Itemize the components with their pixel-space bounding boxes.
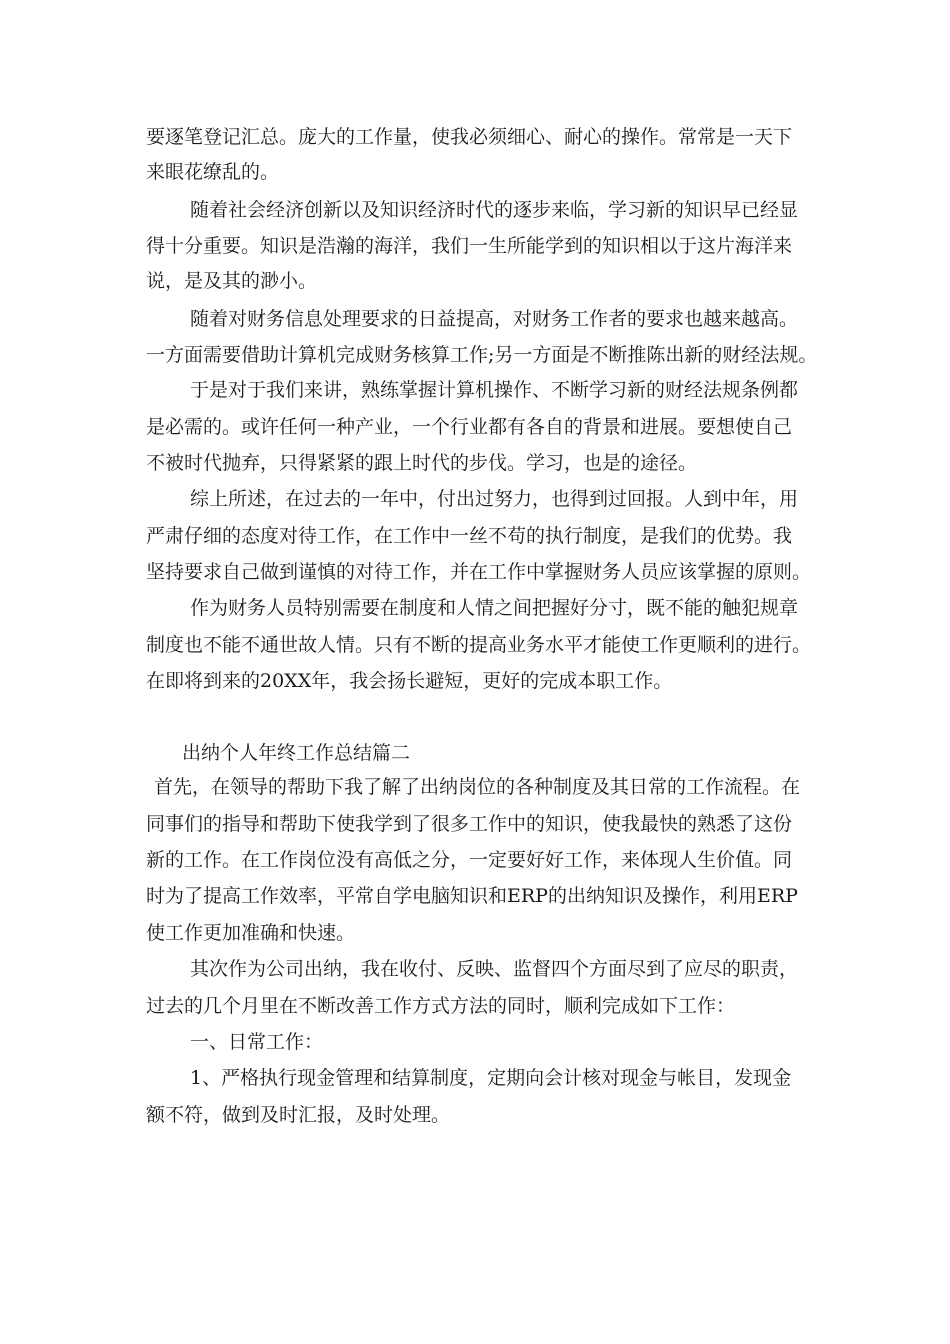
text-line: 于是对于我们来讲，熟练掌握计算机操作、不断学习新的财经法规条例都 [190,379,799,401]
section-title: 出纳个人年终工作总结篇二 [182,742,411,764]
text-line: 使工作更加准确和快速。 [146,922,356,944]
text-line: 是必需的。或许任何一种产业，一个行业都有各自的背景和进展。要想使自己 [146,416,793,438]
text-line: 随着对财务信息处理要求的日益提高，对财务工作者的要求也越来越高。 [190,308,799,330]
text-line: 作为财务人员特别需要在制度和人情之间把握好分寸，既不能的触犯规章 [190,597,799,619]
text-line: 首先，在领导的帮助下我了解了出纳岗位的各种制度及其日常的工作流程。在 [154,776,801,798]
text-line: 一、日常工作： [190,1031,324,1053]
text-line: 同事们的指导和帮助下使我学到了很多工作中的知识，使我最快的熟悉了这份 [146,813,793,835]
text-line: 一方面需要借助计算机完成财务核算工作;另一方面是不断推陈出新的财经法规。 [146,344,818,366]
text-line: 来眼花缭乱的。 [146,161,280,183]
text-line: 时为了提高工作效率，平常自学电脑知识和ERP的出纳知识及操作，利用ERP [146,885,798,907]
text-line: 制度也不能不通世故人情。只有不断的提高业务水平才能使工作更顺利的进行。 [146,634,812,656]
text-line: 在即将到来的20XX年，我会扬长避短，更好的完成本职工作。 [146,670,673,692]
text-line: 不被时代抛弃，只得紧紧的跟上时代的步伐。学习，也是的途径。 [146,452,698,474]
text-line: 其次作为公司出纳，我在收付、反映、监督四个方面尽到了应尽的职责， [190,958,799,980]
text-line: 随着社会经济创新以及知识经济时代的逐步来临，学习新的知识早已经显 [190,199,799,221]
text-line: 额不符，做到及时汇报，及时处理。 [146,1104,451,1126]
text-line: 说，是及其的渺小。 [146,270,318,292]
text-line: 过去的几个月里在不断改善工作方式方法的同时，顺利完成如下工作： [146,995,736,1017]
text-line: 综上所述，在过去的一年中，付出过努力，也得到过回报。人到中年，用 [190,488,799,510]
text-line: 1、严格执行现金管理和结算制度，定期向会计核对现金与帐目，发现金 [190,1067,792,1089]
text-line: 新的工作。在工作岗位没有高低之分，一定要好好工作，来体现人生价值。同 [146,849,793,871]
text-line: 坚持要求自己做到谨慎的对待工作，并在工作中掌握财务人员应该掌握的原则。 [146,561,812,583]
text-line: 要逐笔登记汇总。庞大的工作量，使我必须细心、耐心的操作。常常是一天下 [146,126,793,148]
text-line: 严肃仔细的态度对待工作，在工作中一丝不苟的执行制度，是我们的优势。我 [146,525,793,547]
text-line: 得十分重要。知识是浩瀚的海洋，我们一生所能学到的知识相以于这片海洋来 [146,235,793,257]
